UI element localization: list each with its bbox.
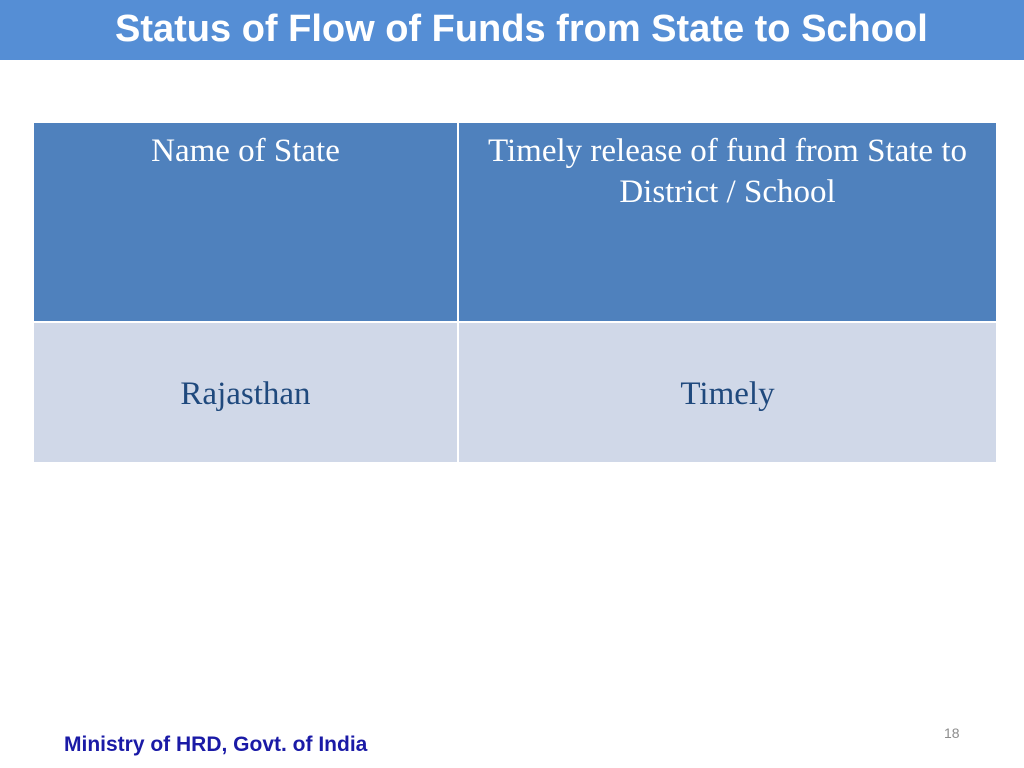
column-header-release: Timely release of fund from State to District / School <box>458 122 997 322</box>
page-number: 18 <box>944 725 960 741</box>
table-row <box>33 322 997 463</box>
title-bar <box>0 0 1024 60</box>
page-title: Status of Flow of Funds from State to School <box>115 8 928 50</box>
table-header-row <box>33 122 997 322</box>
footer-organization: Ministry of HRD, Govt. of India <box>64 733 368 756</box>
cell-state-name: Rajasthan <box>33 322 458 463</box>
column-header-state: Name of State <box>33 122 458 322</box>
cell-release-status: Timely <box>458 322 997 463</box>
fund-status-table <box>32 121 998 464</box>
